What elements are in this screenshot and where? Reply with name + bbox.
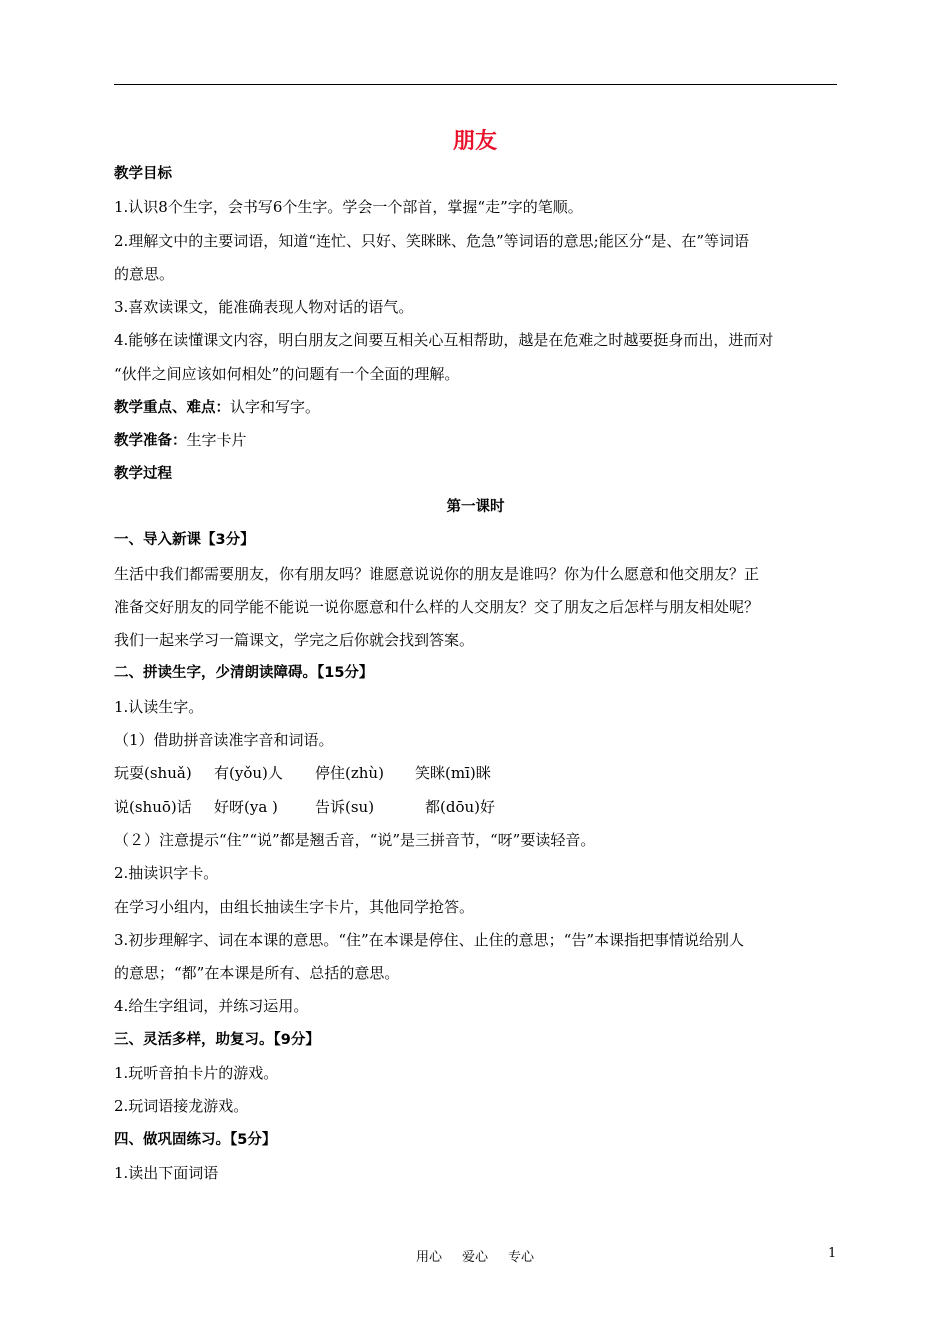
key-points-text: 认字和写字。 xyxy=(230,398,321,417)
pinyin-word: 都(dōu)好 xyxy=(425,797,495,816)
section-heading: 四、做巩固练习。【5分】 xyxy=(114,1131,277,1148)
list-item: 3.初步理解字、词在本课的意思。“住”在本课是停住、止住的意思；“告”本课指把事情说给别人 xyxy=(114,930,744,949)
section-heading: 一、导入新课【3分】 xyxy=(114,532,255,549)
objective-line: 2.理解文中的主要词语，知道“连忙、只好、笑眯眯、危急”等词语的意思;能区分“是、在”等词语 xyxy=(114,231,750,250)
key-points-label: 教学重点、难点： xyxy=(114,400,230,417)
list-item: 1.认读生字。 xyxy=(114,697,204,716)
pinyin-word: 玩耍(shuǎ) xyxy=(114,764,192,783)
paragraph-line: 生活中我们都需要朋友，你有朋友吗？谁愿意说说你的朋友是谁吗？你为什么愿意和他交朋友？正 xyxy=(114,564,760,583)
list-item: 1.读出下面词语 xyxy=(114,1163,219,1182)
page-title: 朋友 xyxy=(452,129,497,154)
prep-text: 生字卡片 xyxy=(186,431,247,450)
objective-line: 3.喜欢读课文，能准确表现人物对话的语气。 xyxy=(114,298,414,317)
footer-text: 用心 xyxy=(415,1250,442,1265)
header-rule xyxy=(114,84,837,85)
objective-line: 的意思。 xyxy=(114,264,175,283)
section-heading: 三、灵活多样，助复习。【9分】 xyxy=(114,1031,320,1048)
pinyin-word: 有(yǒu)人 xyxy=(214,764,283,783)
pinyin-word: 好呀(ya ) xyxy=(214,797,278,816)
list-item: 2.玩词语接龙游戏。 xyxy=(114,1097,249,1116)
pinyin-word: 告诉(su) xyxy=(315,797,375,816)
objective-line: “伙伴之间应该如何相处”的问题有一个全面的理解。 xyxy=(114,364,460,383)
objectives-heading: 教学目标 xyxy=(114,166,172,182)
list-item: 1.玩听音拍卡片的游戏。 xyxy=(114,1064,279,1083)
lesson-heading: 第一课时 xyxy=(446,498,505,515)
pinyin-word: 停住(zhù) xyxy=(315,764,384,783)
paragraph-line: 我们一起来学习一篇课文，学完之后你就会找到答案。 xyxy=(114,631,475,650)
section-heading: 二、拼读生字，少清朗读障碍。【15分】 xyxy=(114,665,374,682)
pinyin-row xyxy=(114,757,837,790)
preparation xyxy=(114,424,837,457)
page-footer xyxy=(0,1246,950,1265)
key-points xyxy=(114,391,837,424)
objective-line: 4.能够在读懂课文内容，明白朋友之间要互相关心互相帮助，越是在危难之时越要挺身而出，进而对 xyxy=(114,331,774,350)
footer-text: 爱心 xyxy=(461,1250,488,1265)
paragraph-line: 的意思；“都”在本课是所有、总括的意思。 xyxy=(114,964,400,983)
sub-item: （２）注意提示“住”“说”都是翘舌音，“说”是三拼音节，“呀”要读轻音。 xyxy=(114,830,596,849)
objective-line: 1.认识8个生字，会书写6个生字。学会一个部首，掌握“走”字的笔顺。 xyxy=(114,198,583,217)
sub-item: （1）借助拼音读准字音和词语。 xyxy=(114,731,334,750)
list-item: 4.给生字组词，并练习运用。 xyxy=(114,997,309,1016)
paragraph-line: 准备交好朋友的同学能不能说一说你愿意和什么样的人交朋友？交了朋友之后怎样与朋友相处呢？ xyxy=(114,597,760,616)
document-body xyxy=(114,158,837,1190)
pinyin-word: 说(shuō)话 xyxy=(114,797,192,816)
pinyin-word: 笑眯(mī)眯 xyxy=(415,764,491,783)
pinyin-row xyxy=(114,791,837,824)
footer-text: 专心 xyxy=(508,1250,535,1265)
list-item: 2.抽读识字卡。 xyxy=(114,864,219,883)
page-number: 1 xyxy=(828,1246,837,1261)
paragraph-line: 在学习小组内，由组长抽读生字卡片，其他同学抢答。 xyxy=(114,897,475,916)
process-heading: 教学过程 xyxy=(114,465,172,482)
prep-label: 教学准备： xyxy=(114,433,187,450)
